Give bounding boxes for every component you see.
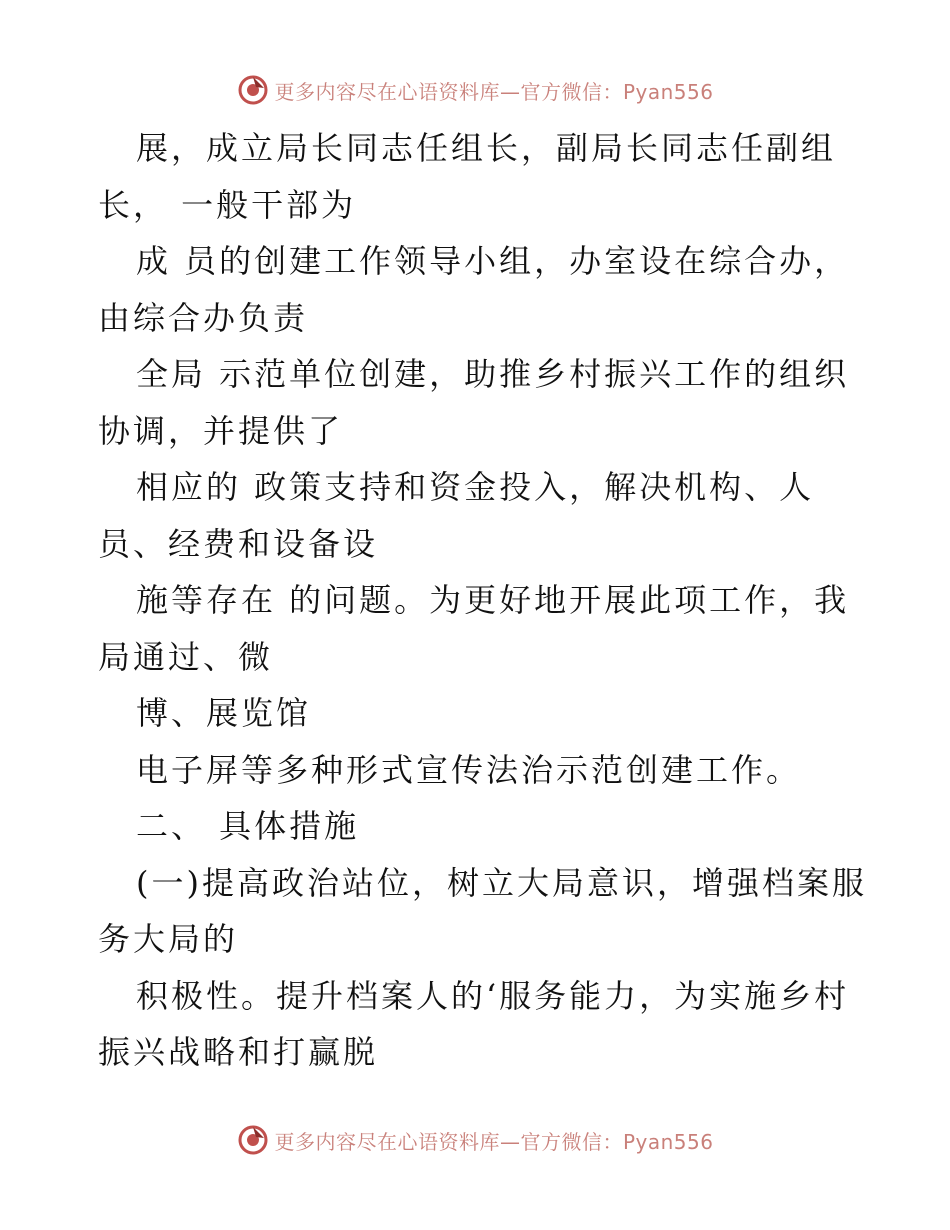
text-line: 成 员的创建工作领导小组，办室设在综合办， <box>136 242 850 280</box>
text-line: 振兴战略和打赢脱 <box>98 1033 379 1071</box>
text-line: 务大局的 <box>98 920 239 958</box>
watermark-text: 更多内容尽在心语资料库—官方微信：Pyan556 <box>274 1129 714 1154</box>
text-line: 二、 具体措施 <box>136 807 360 845</box>
brand-logo-icon <box>236 1123 270 1157</box>
text-line: 由综合办负责 <box>98 298 309 337</box>
text-line: 相应的 政策支持和资金投入，解决机构、人 <box>136 468 815 506</box>
text-line: 长， 一般干部为 <box>98 185 357 224</box>
footer-watermark <box>0 1120 950 1160</box>
watermark-text: 更多内容尽在心语资料库—官方微信：Pyan556 <box>274 79 714 104</box>
text-line: 展，成立局长同志任组长，副局长同志任副组 <box>136 129 837 167</box>
brand-logo-icon <box>236 73 270 107</box>
text-line: 电子屏等多种形式宣传法治示范创建工作。 <box>136 750 802 789</box>
text-line: 局通过、微 <box>98 637 274 676</box>
document-body <box>98 120 867 1081</box>
text-line: 员、经费和设备设 <box>98 524 379 563</box>
text-line: 施等存在 的问题。为更好地开展此项工作，我 <box>136 581 850 619</box>
text-line: 博、展览馆 <box>136 694 312 732</box>
header-watermark <box>0 70 950 110</box>
text-line: 积极性。提升档案人的‘服务能力，为实施乡村 <box>136 976 850 1015</box>
text-line: 全局 示范单位创建，助推乡村振兴工作的组织 <box>136 355 850 393</box>
text-line: (一)提高政治站位，树立大局意识，增强档案服 <box>136 863 867 902</box>
text-line: 协调，并提供了 <box>98 411 344 450</box>
